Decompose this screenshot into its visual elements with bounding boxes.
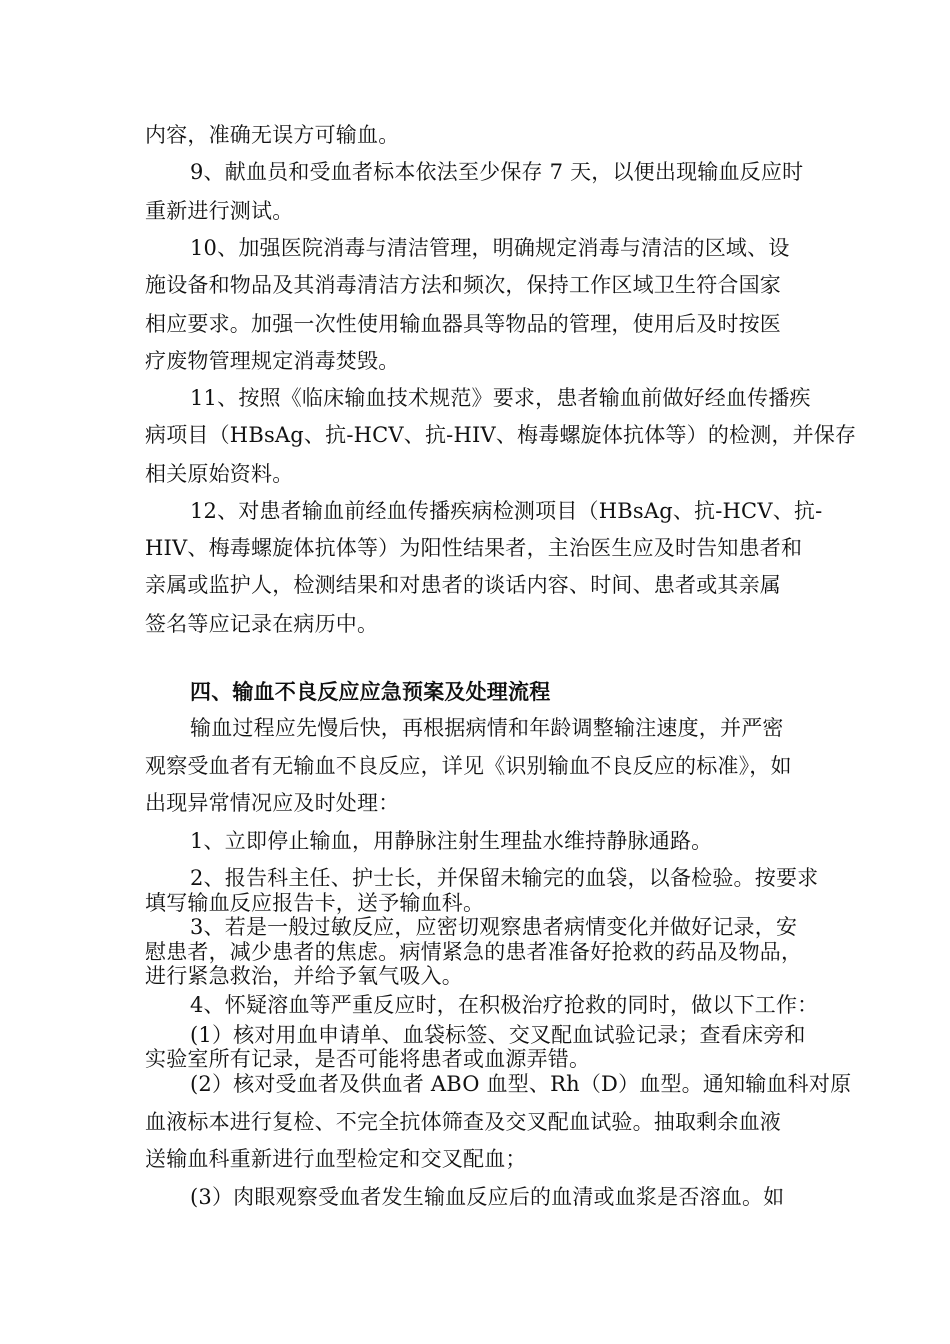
text-line-19: 2、报告科主任、护士长，并保留未输完的血袋，以备检验。按要求 <box>190 866 819 890</box>
text-line-10: 相关原始资料。 <box>145 462 294 486</box>
text-line-4: 10、加强医院消毒与清洁管理，明确规定消毒与清洁的区域、设 <box>190 236 790 260</box>
text-line-7: 疗废物管理规定消毒焚毁。 <box>145 349 400 373</box>
text-line-14: 签名等应记录在病历中。 <box>145 612 379 636</box>
text-line-28: 血液标本进行复检、不完全抗体筛查及交叉配血试验。抽取剩余血液 <box>145 1110 781 1134</box>
text-line-5: 施设备和物品及其消毒清洁方法和频次，保持工作区域卫生符合国家 <box>145 273 781 297</box>
text-line-2: 9、献血员和受血者标本依法至少保存 7 天，以便出现输血反应时 <box>190 160 804 184</box>
text-line-16: 观察受血者有无输血不良反应，详见《识别输血不良反应的标准》，如 <box>145 754 792 778</box>
text-line-9: 病项目（HBsAg、抗-HCV、抗-HIV、梅毒螺旋体抗体等）的检测，并保存 <box>145 423 857 447</box>
text-line-22: 慰患者，减少患者的焦虑。病情紧急的患者准备好抢救的药品及物品， <box>145 940 803 964</box>
text-line-27: (2）核对受血者及供血者 ABO 血型、Rh（D）血型。通知输血科对原 <box>190 1072 852 1096</box>
text-line-12: HIV、梅毒螺旋体抗体等）为阳性结果者，主治医生应及时告知患者和 <box>145 536 803 560</box>
text-line-20: 填写输血反应报告卡，送予输血科。 <box>145 891 485 915</box>
text-line-24: 4、怀疑溶血等严重反应时，在积极治疗抢救的同时，做以下工作： <box>190 993 819 1017</box>
text-line-1: 内容，准确无误方可输血。 <box>145 123 400 147</box>
text-line-3: 重新进行测试。 <box>145 199 294 223</box>
text-line-23: 进行紧急救治，并给予氧气吸入。 <box>145 964 463 988</box>
text-line-21: 3、若是一般过敏反应，应密切观察患者病情变化并做好记录，安 <box>190 915 798 939</box>
text-line-8: 11、按照《临床输血技术规范》要求，患者输血前做好经血传播疾 <box>190 386 811 410</box>
text-line-15: 输血过程应先慢后快，再根据病情和年龄调整输注速度，并严密 <box>190 716 784 740</box>
text-line-26: 实验室所有记录，是否可能将患者或血源弄错。 <box>145 1047 591 1071</box>
text-line-6: 相应要求。加强一次性使用输血器具等物品的管理，使用后及时按医 <box>145 312 781 336</box>
text-line-11: 12、对患者输血前经血传播疾病检测项目（HBsAg、抗-HCV、抗- <box>190 499 823 523</box>
text-line-18: 1、立即停止输血，用静脉注射生理盐水维持静脉通路。 <box>190 829 713 853</box>
text-line-13: 亲属或监护人，检测结果和对患者的谈话内容、时间、患者或其亲属 <box>145 573 781 597</box>
text-line-25: (1）核对用血申请单、血袋标签、交叉配血试验记录；查看床旁和 <box>190 1023 806 1047</box>
text-line-17: 出现异常情况应及时处理： <box>145 791 400 815</box>
text-line-29: 送输血科重新进行血型检定和交叉配血； <box>145 1147 527 1171</box>
text-line-30: (3）肉眼观察受血者发生输血反应后的血清或血浆是否溶血。如 <box>190 1185 785 1209</box>
section-heading: 四、输血不良反应应急预案及处理流程 <box>190 679 551 704</box>
